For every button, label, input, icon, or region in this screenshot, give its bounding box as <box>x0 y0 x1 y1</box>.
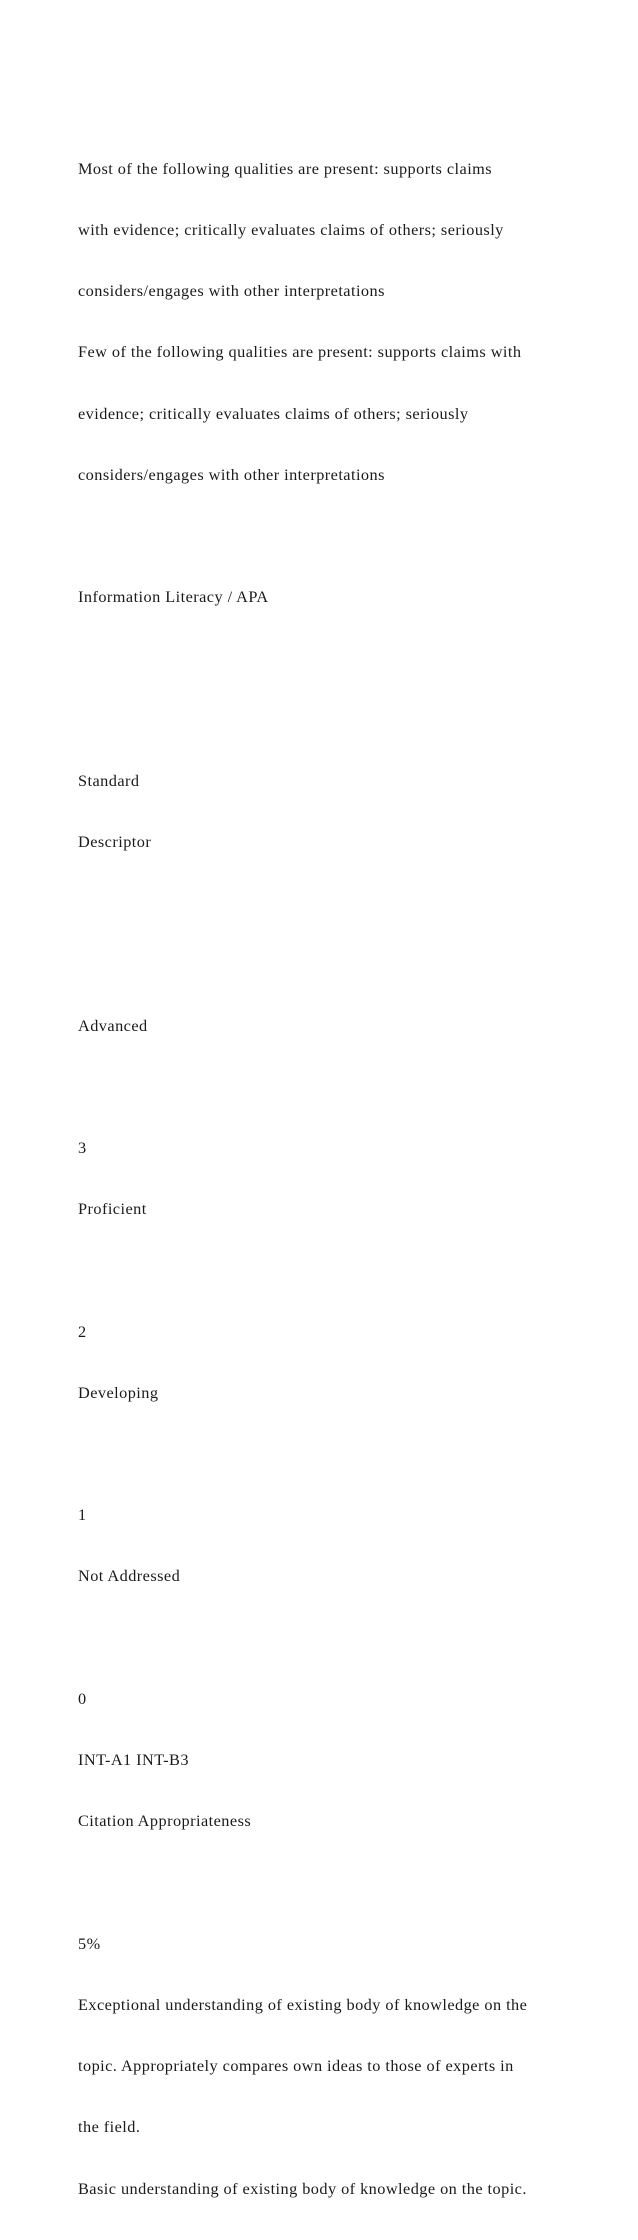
text-line: 3 <box>78 1138 87 1158</box>
blank-line <box>78 1628 598 1648</box>
text-line: considers/engages with other interpretations <box>78 464 385 484</box>
blank-line <box>78 1444 598 1464</box>
blank-line <box>78 893 598 913</box>
text-line: 5% <box>78 1933 101 1953</box>
text-line: topic. Appropriately compares own ideas to those of experts in <box>78 2056 514 2076</box>
text-line: Most of the following qualities are present: supports claims <box>78 158 493 178</box>
text-line: Citation Appropriateness <box>78 1811 252 1831</box>
text-line: 1 <box>78 1505 87 1525</box>
section-heading: Information Literacy / APA <box>78 587 269 607</box>
text-line: Developing <box>78 1382 159 1402</box>
text-line: with evidence; critically evaluates claims of others; seriously <box>78 220 504 240</box>
blank-line <box>78 1260 598 1280</box>
text-line: INT-A1 INT-B3 <box>78 1750 189 1770</box>
blank-line <box>78 710 598 730</box>
text-line: Basic understanding of existing body of knowledge on the topic. <box>78 2178 527 2198</box>
text-line: evidence; critically evaluates claims of others; seriously <box>78 403 469 423</box>
text-line: considers/engages with other interpretations <box>78 281 385 301</box>
document-body <box>78 118 598 2240</box>
text-line: Few of the following qualities are present: supports claims with <box>78 342 522 362</box>
blank-line <box>78 648 598 668</box>
text-line: the field. <box>78 2117 141 2137</box>
text-line: Descriptor <box>78 832 152 852</box>
text-line: Advanced <box>78 1015 148 1035</box>
blank-line <box>78 1873 598 1893</box>
text-line: 2 <box>78 1321 87 1341</box>
text-line: Exceptional understanding of existing body of knowledge on the <box>78 1994 528 2014</box>
text-line: Proficient <box>78 1199 147 1219</box>
text-line: Not Addressed <box>78 1566 181 1586</box>
blank-line <box>78 526 598 546</box>
text-line: 0 <box>78 1688 87 1708</box>
text-line: Standard <box>78 770 140 790</box>
blank-line <box>78 1077 598 1097</box>
blank-line <box>78 954 598 974</box>
